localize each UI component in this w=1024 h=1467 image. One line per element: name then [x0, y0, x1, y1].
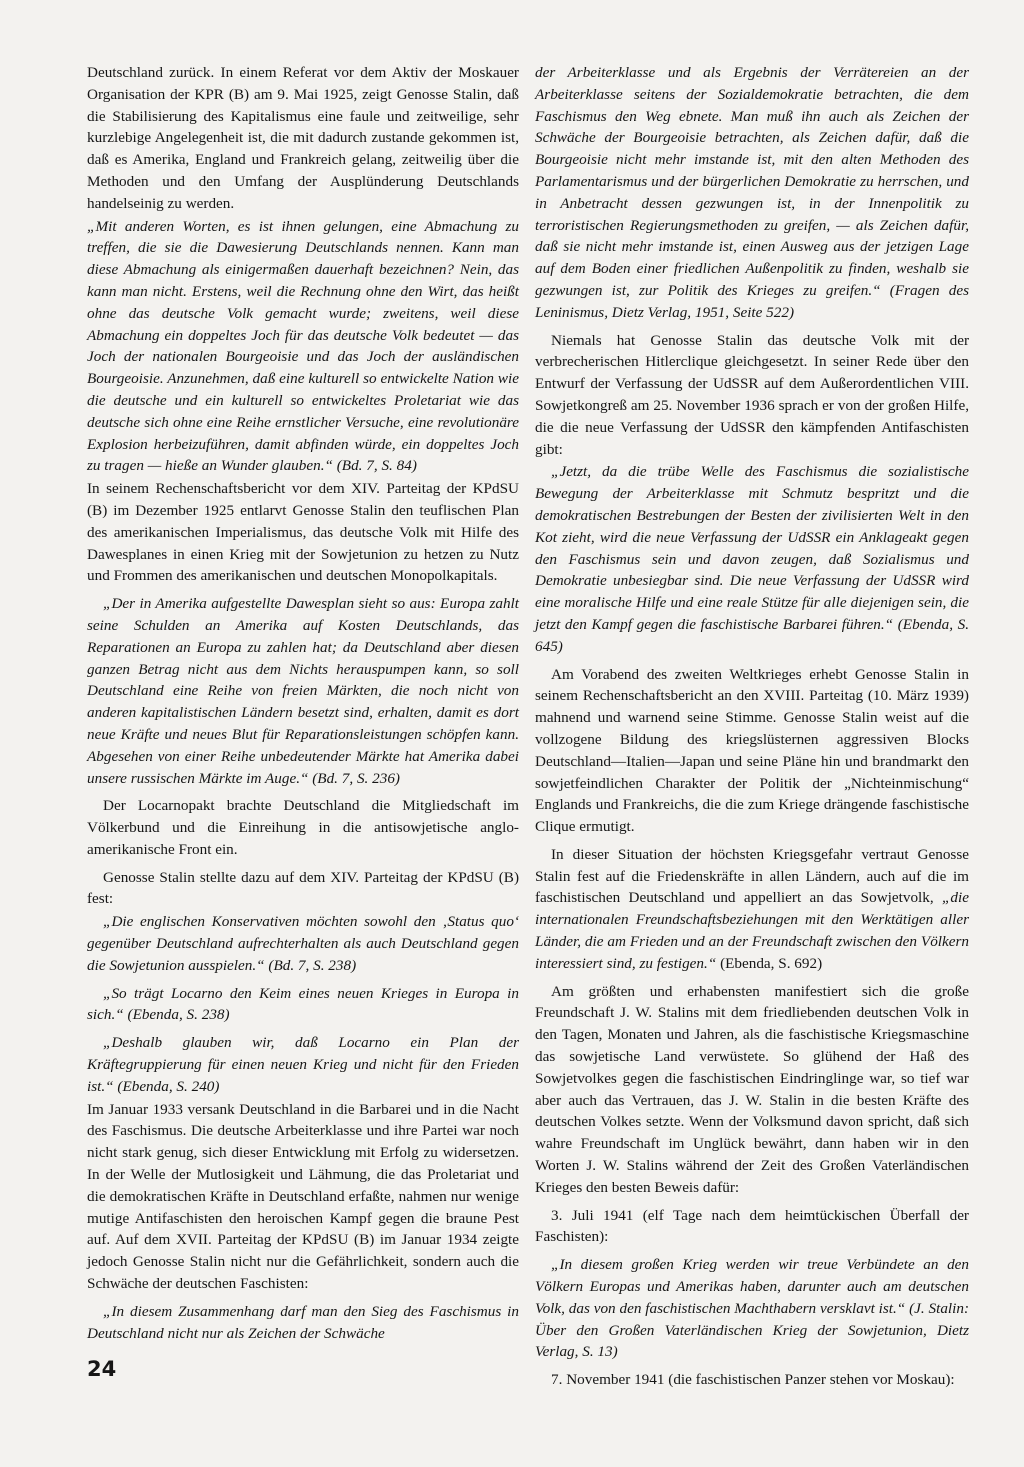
- paragraph: Niemals hat Genosse Stalin das deutsche Volk mit der verbrecherischen Hitlerclique gleichgesetzt. In seiner Rede über den Entwurf der Verfassung der UdSSR auf dem Außerordentlichen VIII. Sowjetkongreß am 25. November 1936 sprach er von der großen Hilfe, die die neue Verfassung der UdSSR den kämpfenden Antifaschisten gibt:: [535, 331, 969, 458]
- right-column: [535, 62, 969, 1391]
- quote: „So trägt Locarno den Keim eines neuen Krieges in Europa in sich.“ (Ebenda, S. 238): [87, 984, 519, 1024]
- quote: „In diesem großen Krieg werden wir treue Verbündete an den Völkern Europas und Amerikas haben, darunter auch am deutschen Volk, das von den faschistischen Machthabern versklavt ist.“ (J. Stalin: Über den Großen Vaterländischen Krieg der Sowjetunion, Dietz Verlag, S. 13): [535, 1256, 969, 1361]
- left-column: [87, 62, 519, 1344]
- citation: (Ebenda, S. 692): [716, 954, 823, 972]
- paragraph: Der Locarnopakt brachte Deutschland die Mitgliedschaft im Völkerbund und die Einreihung in die antisowjetische anglo-amerikanische Front ein.: [87, 797, 519, 858]
- paragraph: 3. Juli 1941 (elf Tage nach dem heimtückischen Überfall der Faschisten):: [535, 1206, 969, 1246]
- quote: „Mit anderen Worten, es ist ihnen gelungen, eine Abmachung zu treffen, die sie die Dawesierung Deutschlands nennen. Kann man diese Abmachung als einigermaßen dauerhaft bezeichnen? Nein, das kann man nicht. Erstens, weil die Rechnung ohne den Wirt, das heißt ohne das deutsche Volk gemacht wurde; zweitens, weil diese Abmachung ein doppeltes Joch für das deutsche Volk bedeutet — das Joch der nationalen Bourgeoisie und das Joch der ausländischen Bourgeoisie. Anzunehmen, daß eine kulturell so entwickelte Nation wie die deutsche und ein kulturell so entwickeltes Proletariat wie das deutsche sich ohne eine Reihe ernstlicher Versuche, eine revolutionäre Explosion herbeizuführen, damit abfinden würde, ein doppeltes Joch zu tragen — hieße an Wunder glauben.“ (Bd. 7, S. 84): [87, 217, 519, 475]
- paragraph: Genosse Stalin stellte dazu auf dem XIV. Parteitag der KPdSU (B) fest:: [87, 868, 519, 908]
- quote: „Die englischen Konservativen möchten sowohl den ‚Status quo‘ gegenüber Deutschland aufrechterhalten als auch Deutschland gegen die Sowjetunion ausspielen.“ (Bd. 7, S. 238): [87, 913, 519, 974]
- paragraph: Am Vorabend des zweiten Weltkrieges erhebt Genosse Stalin in seinem Rechenschaftsbericht an den XVIII. Parteitag (10. März 1939) mahnend und warnend seine Stimme. Genosse Stalin weist auf die vollzogene Bildung des kriegslüsternen aggressiven Blocks Deutschland—Italien—Japan und seine Pläne hin und brandmarkt den sowjetfeindlichen Charakter der Politik der „Nichteinmischung“ Englands und Frankreichs, die die zum Kriege drängende faschistische Clique ermutigt.: [535, 665, 969, 836]
- quote-continuation: der Arbeiterklasse und als Ergebnis der Verrätereien an der Arbeiterklasse seitens der Sozialdemokratie betrachten, die dem Faschismus den Weg ebnete. Man muß ihn auch als Zeichen der Schwäche der Bourgeoisie betrachten, als Zeichen dafür, daß die Bourgeoisie nicht mehr imstande ist, mit den alten Methoden des Parlamentarismus und der bürgerlichen Demokratie zu herrschen, und in Anbetracht dessen gezwungen ist, in der Innenpolitik zu terroristischen Regierungsmethoden zu greifen, — als Zeichen dafür, daß sie nicht mehr imstande ist, einen Ausweg aus der jetzigen Lage auf dem Boden einer friedlichen Außenpolitik zu finden, weshalb sie gezwungen ist, zur Politik des Krieges zu greifen.“ (Fragen des Leninismus, Dietz Verlag, 1951, Seite 522): [535, 64, 969, 321]
- inline-quote: „die internationalen Freundschaftsbeziehungen mit den Werktätigen aller Länder, die am Frieden und an der Freundschaft zwischen den Völkern interessiert sind, zu festigen.“: [535, 889, 969, 972]
- quote: „In diesem Zusammenhang darf man den Sieg des Faschismus in Deutschland nicht nur als Zeichen der Schwäche: [87, 1302, 519, 1342]
- paragraph: 7. November 1941 (die faschistischen Panzer stehen vor Moskau):: [551, 1371, 955, 1389]
- paragraph: In seinem Rechenschaftsbericht vor dem XIV. Parteitag der KPdSU (B) im Dezember 1925 entlarvt Genosse Stalin den teuflischen Plan des amerikanischen Imperialismus, das deutsche Volk mit Hilfe des Dawesplanes in einen Krieg mit der Sowjetunion zu hetzen zu Nutz und Frommen des amerikanischen und deutschen Monopolkapitals.: [87, 480, 519, 585]
- quote: „Jetzt, da die trübe Welle des Faschismus die sozialistische Bewegung der Arbeiterklasse mit Schmutz bespritzt und die demokratischen Bestrebungen der Besten der zivilisierten Welt in den Kot zieht, wird die neue Verfassung der UdSSR ein Anklageakt gegen den Faschismus sein und davon zeugen, daß Sozialismus und Demokratie unbesiegbar sind. Die neue Verfassung der UdSSR wird eine moralische Hilfe und eine reale Stütze für alle diejenigen sein, die jetzt den Kampf gegen die faschistische Barbarei führen.“ (Ebenda, S. 645): [535, 463, 969, 655]
- page-number: 24: [87, 1357, 117, 1381]
- paragraph: Am größten und erhabensten manifestiert sich die große Freundschaft J. W. Stalins mit dem friedliebenden deutschen Volk in den Tagen, Monaten und Jahren, als die faschistische Kriegsmaschine das sowjetische Land verwüstete. So glühend der Haß des Sowjetvolkes gegen die faschistischen Eindringlinge war, so tief war aber auch das Vertrauen, das J. W. Stalin in die besten Kräfte des deutschen Volkes setzte. Wenn der Volksmund davon spricht, daß sich wahre Freundschaft im Unglück bewährt, dann haben wir in den Worten J. W. Stalins während der Zeit des Großen Vaterländischen Krieges den besten Beweis dafür:: [535, 982, 969, 1196]
- paragraph: Im Januar 1933 versank Deutschland in die Barbarei und in die Nacht des Faschismus. Die deutsche Arbeiterklasse und ihre Partei war noch nicht stark genug, sich dieser Entwicklung mit Erfolg zu widersetzen. In der Welle der Mutlosigkeit und Lähmung, die das Proletariat und die demokratischen Kräfte in Deutschland erfaßte, nahmen nur wenige mutige Antifaschisten den heroischen Kampf gegen die braune Pest auf. Auf dem XVII. Parteitag der KPdSU (B) im Januar 1934 zeigte jedoch Genosse Stalin nicht nur die Gefährlichkeit, sondern auch die Schwäche der deutschen Faschisten:: [87, 1100, 519, 1293]
- paragraph: Deutschland zurück. In einem Referat vor dem Aktiv der Moskauer Organisation der KPR (B) am 9. Mai 1925, zeigt Genosse Stalin, daß die Stabilisierung des Kapitalismus eine faule und zeitweilige, sehr kurzlebige Angelegenheit ist, die mit dadurch zustande gekommen ist, daß es Amerika, England und Frankreich gelang, zeitweilig über die Methoden und den Umfang der Ausplünderung Deutschlands handelseinig zu werden.: [87, 64, 519, 212]
- paragraph-text: In dieser Situation der höchsten Kriegsgefahr vertraut Genosse Stalin fest auf die Friedenskräfte in allen Ländern, auch auf die im faschistischen Deutschland und appelliert an das Sowjetvolk,: [535, 845, 969, 907]
- paragraph-with-quote: [535, 844, 969, 975]
- quote: „Der in Amerika aufgestellte Dawesplan sieht so aus: Europa zahlt seine Schulden an Amerika auf Kosten Deutschlands, das Reparationen an Europa zu zahlen hat; da Deutschland aber diesen ganzen Betrag nicht aus dem Nichts herauspumpen kann, so soll Deutschland eine Reihe von freien Märkten, die noch nicht von anderen kapitalistischen Ländern besetzt sind, erhalten, damit es dort neue Kräfte und neues Blut für Reparationsleistungen schöpfen kann. Abgesehen von einer Reihe unbedeutender Märkte hat Amerika dabei unsere russischen Märkte im Auge.“ (Bd. 7, S. 236): [87, 595, 519, 787]
- quote: „Deshalb glauben wir, daß Locarno ein Plan der Kräftegruppierung für einen neuen Krieg und nicht für den Frieden ist.“ (Ebenda, S. 240): [87, 1034, 519, 1095]
